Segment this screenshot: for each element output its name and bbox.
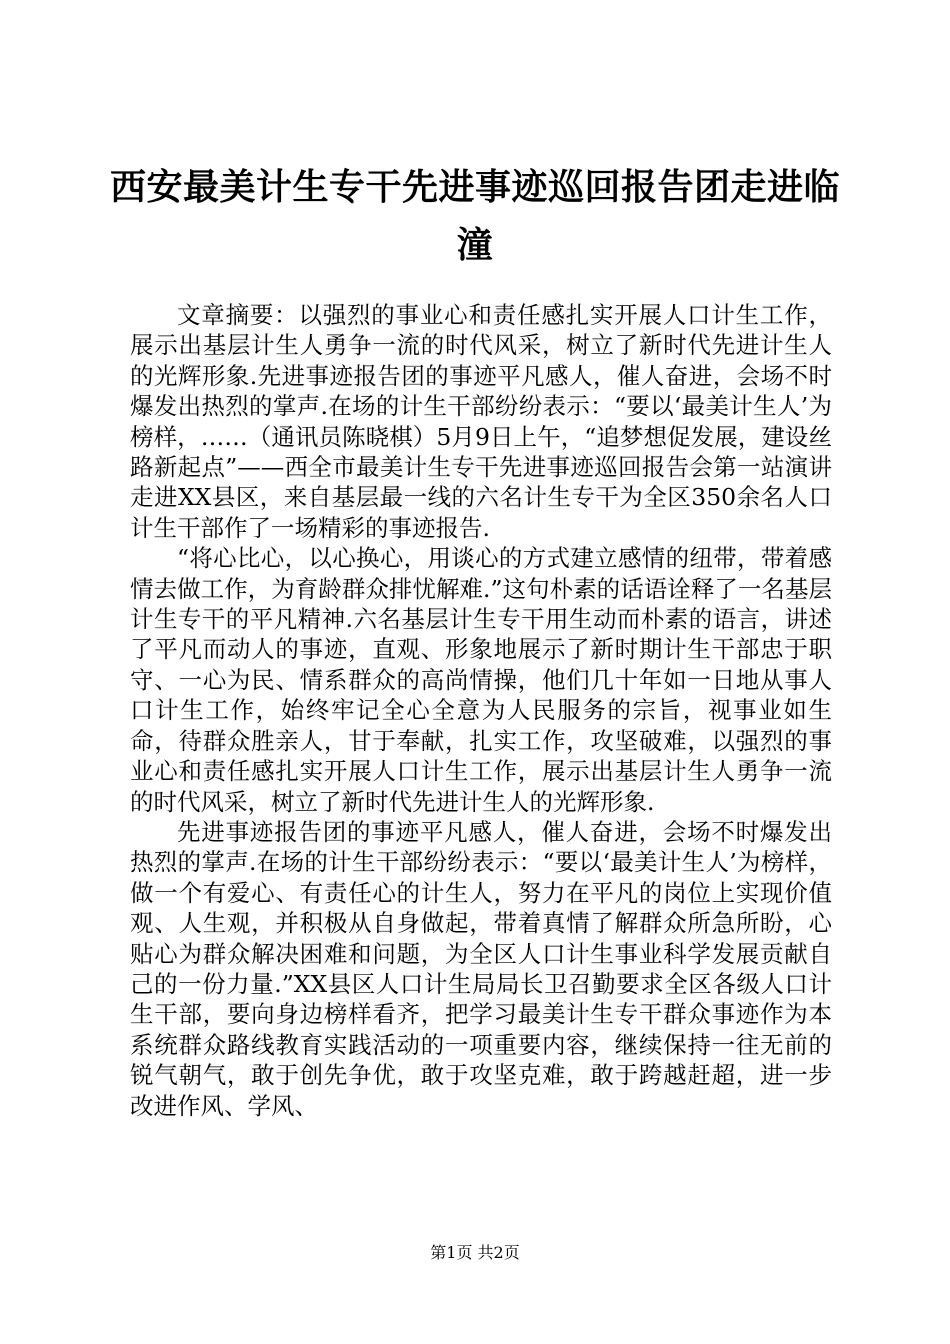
paragraph-2: “将心比心，以心换心，用谈心的方式建立感情的纽带，带着感情去做工作，为育龄群众排忧解难.”这句朴素的话语诠释了一名基层计生专干的平凡精神.六名基层计生专干用生动而朴素的语言，讲述了平凡而动人的事迹，直观、形象地展示了新时期计生干部忠于职守、一心为民、情系群众的高尚情操，他们几十年如一日地从事人口计生工作，始终牢记全心全意为人民服务的宗旨，视事业如生命，待群众胜亲人，甘于奉献，扎实工作，攻坚破难，以强烈的事业心和责任感扎实开展人口计生工作，展示出基层计生人勇争一流的时代风采，树立了新时代先进计生人的光辉形象. <box>130 544 832 816</box>
page-number-footer: 第1页 共2页 <box>430 1243 520 1262</box>
document-body <box>130 300 832 1121</box>
paragraph-3: 先进事迹报告团的事迹平凡感人，催人奋进，会场不时爆发出热烈的掌声.在场的计生干部纷纷表示：“要以‘最美计生人’为榜样，做一个有爱心、有责任心的计生人，努力在平凡的岗位上实现价值观、人生观，并积极从自身做起，带着真情了解群众所急所盼，心贴心为群众解决困难和问题，为全区人口计生事业科学发展贡献自己的一份力量.”XX县区人口计生局局长卫召勤要求全区各级人口计生干部，要向身边榜样看齐，把学习最美计生专干群众事迹作为本系统群众路线教育实践活动的一项重要内容，继续保持一往无前的锐气朝气，敢于创先争优，敢于攻坚克难，敢于跨越赶超，进一步改进作风、学风、 <box>130 817 832 1120</box>
paragraph-1: 文章摘要：以强烈的事业心和责任感扎实开展人口计生工作，展示出基层计生人勇争一流的时代风采，树立了新时代先进计生人的光辉形象.先进事迹报告团的事迹平凡感人，催人奋进，会场不时爆发出热烈的掌声.在场的计生干部纷纷表示：“要以‘最美计生人’为榜样，……（通讯员陈晓棋）5月9日上午，“追梦想促发展，建设丝路新起点”——西全市最美计生专干先进事迹巡回报告会第一站演讲走进XX县区，来自基层最一线的六名计生专干为全区350余名人口计生干部作了一场精彩的事迹报告. <box>130 301 832 542</box>
document-title: 西安最美计生专干先进事迹巡回报告团走进临潼 <box>109 166 840 266</box>
